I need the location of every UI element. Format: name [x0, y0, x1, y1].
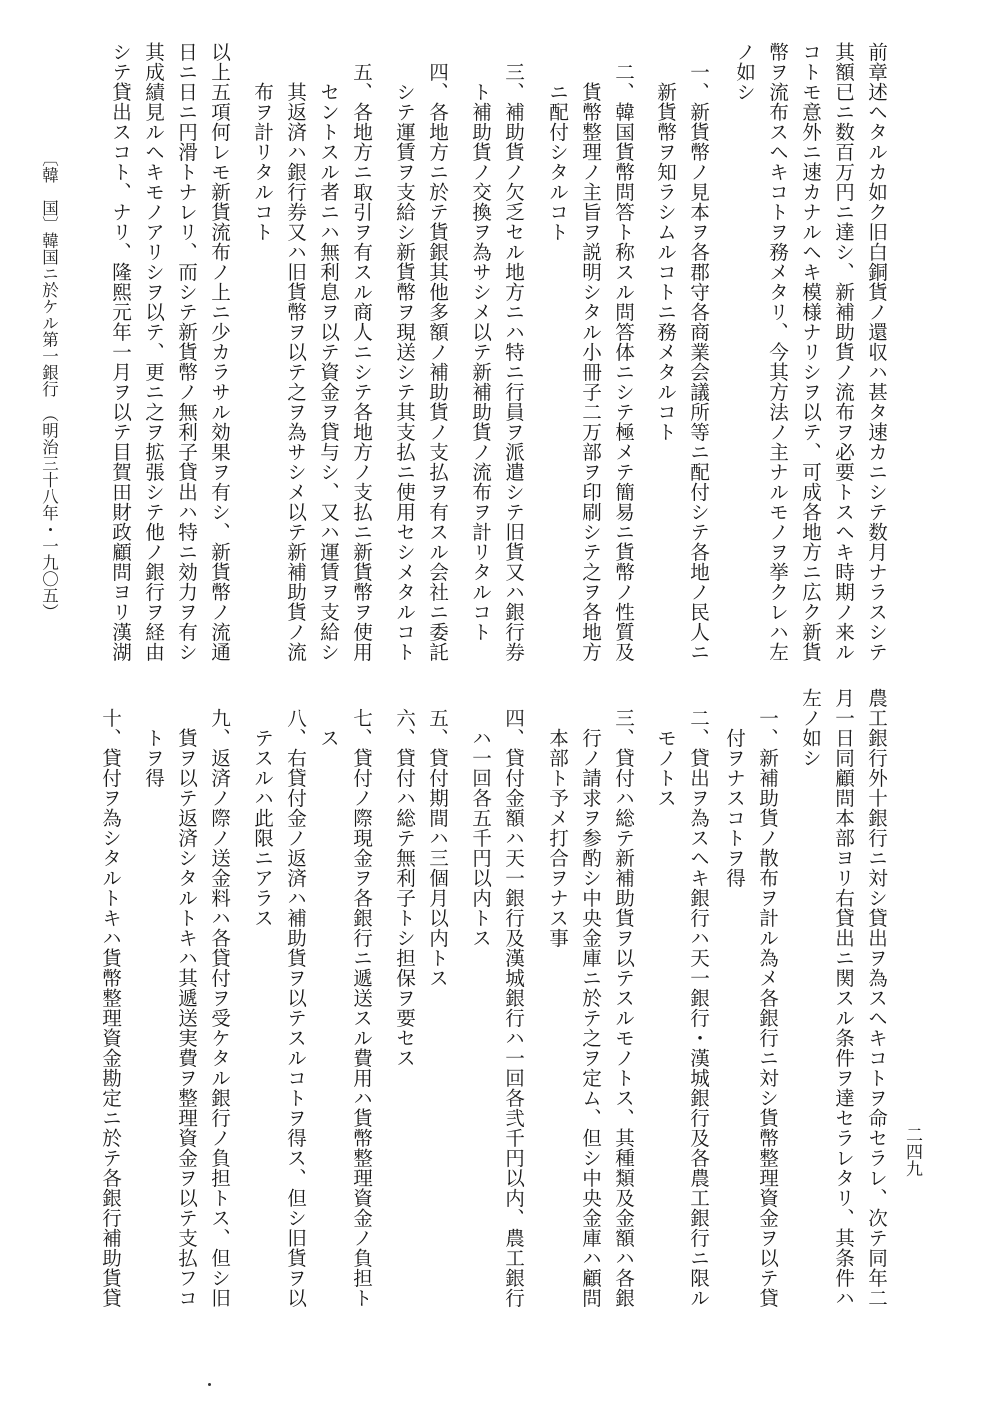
- lower-text-column: テスルハ此限ニアラス: [250, 688, 274, 928]
- upper-text-column: セントスル者ニハ無利息ヲ以テ資金ヲ貸与シ、又ハ運賃ヲ支給シ: [316, 42, 340, 662]
- lower-text-column: 一、新補助貨ノ散布ヲ計ル為メ各銀行ニ対シ貨幣整理資金ヲ以テ貸: [755, 688, 779, 1308]
- upper-text-column: 前章述ヘタルカ如ク旧白銅貨ノ還収ハ甚タ速カニシテ数月ナラスシテ: [864, 42, 888, 662]
- upper-text-column: 四、各地方ニ於テ貨銀其他多額ノ補助貨ノ支払ヲ有スル会社ニ委託: [425, 42, 449, 662]
- upper-text-column: 日ニ日ニ円滑トナレリ、而シテ新貨幣ノ無利子貸出ハ特ニ効力ヲ有シ: [174, 42, 198, 662]
- lower-text-column: 六、貸付ハ総テ無利子トシ担保ヲ要セス: [392, 688, 416, 1068]
- lower-text-column: 十、貸付ヲ為シタルトキハ貨幣整理資金勘定ニ於テ各銀行補助貨貸: [98, 688, 122, 1308]
- running-footer-section: 〔韓 国〕: [39, 150, 59, 233]
- lower-text-column: ハ一回各五千円以内トス: [468, 688, 492, 948]
- upper-text-column: 貨幣整理ノ主旨ヲ説明シタル小冊子二万部ヲ印刷シテ之ヲ各地方: [578, 42, 602, 662]
- upper-text-column: 三、補助貨ノ欠乏セル地方ニハ特ニ行員ヲ派遣シテ旧貨又ハ銀行券: [501, 42, 525, 662]
- lower-text-column: 三、貸付ハ総テ新補助貨ヲ以テスルモノトス、其種類及金額ハ各銀: [611, 688, 635, 1308]
- lower-text-column: モノトス: [653, 688, 677, 808]
- upper-text-column: コトモ意外ニ速カナルヘキ模様ナリシヲ以テ、可成各地方ニ広ク新貨: [798, 42, 822, 662]
- lower-text-column: 貨ヲ以テ返済シタルトキハ其遞送実費ヲ整理資金ヲ以テ支払フコ: [174, 688, 198, 1308]
- lower-text-column: 二、貸出ヲ為スヘキ銀行ハ天一銀行・漢城銀行及各農工銀行ニ限ル: [686, 688, 710, 1308]
- lower-text-column: 五、貸付期間ハ三個月以内トス: [425, 688, 449, 988]
- upper-text-column: ト補助貨ノ交換ヲ為サシメ以テ新補助貨ノ流布ヲ計リタルコト: [468, 42, 492, 642]
- upper-text-column: 五、各地方ニ取引ヲ有スル商人ニシテ各地方ノ支払ニ新貨幣ヲ使用: [349, 42, 373, 662]
- upper-text-column: 一、新貨幣ノ見本ヲ各郡守各商業会議所等ニ配付シテ各地ノ民人ニ: [686, 42, 710, 662]
- lower-text-column: 左ノ如シ: [798, 688, 822, 768]
- lower-text-column: 八、右貸付金ノ返済ハ補助貨ヲ以テスルコトヲ得ス、但シ旧貨ヲ以: [283, 688, 307, 1308]
- upper-text-column: 二、韓国貨幣問答ト称スル問答体ニシテ極メテ簡易ニ貨幣ノ性質及: [611, 42, 635, 662]
- upper-text-column: 其返済ハ銀行券又ハ旧貨幣ヲ以テ之ヲ為サシメ以テ新補助貨ノ流: [283, 42, 307, 662]
- lower-text-column: 月一日同顧問本部ヨリ右貸出ニ関スル条件ヲ達セラレタリ、其条件ハ: [831, 688, 855, 1308]
- lower-text-column: 行ノ請求ヲ参酌シ中央金庫ニ於テ之ヲ定ム、但シ中央金庫ハ顧問: [578, 688, 602, 1308]
- upper-text-column: 其成績見ルヘキモノアリシヲ以テ、更ニ之ヲ拡張シテ他ノ銀行ヲ経由: [141, 42, 165, 662]
- upper-text-column: ニ配付シタルコト: [545, 42, 569, 242]
- upper-text-column: 其額已ニ数百万円ニ達シ、新補助貨ノ流布ヲ必要トスヘキ時期ノ来ル: [831, 42, 855, 662]
- lower-text-column: 四、貸付金額ハ天一銀行及漢城銀行ハ一回各弐千円以内、農工銀行: [501, 688, 525, 1308]
- lower-text-column: 付ヲナスコトヲ得: [722, 688, 746, 888]
- lower-text-column: 農工銀行外十銀行ニ対シ貸出ヲ為スヘキコトヲ命セラレ、次テ同年二: [864, 688, 888, 1308]
- upper-text-column: 以上五項何レモ新貨流布ノ上ニ少カラサル効果ヲ有シ、新貨幣ノ流通: [207, 42, 231, 662]
- lower-text-column: 七、貸付ノ際現金ヲ各銀行ニ遞送スル費用ハ貨幣整理資金ノ負担ト: [349, 688, 373, 1308]
- page-mark: [208, 1383, 211, 1386]
- upper-text-column: 幣ヲ流布スヘキコトヲ務メタリ、今其方法ノ主ナルモノヲ挙クレハ左: [765, 42, 789, 662]
- lower-text-column: 九、返済ノ際ノ送金料ハ各貸付ヲ受ケタル銀行ノ負担トス、但シ旧: [207, 688, 231, 1308]
- upper-text-column: 布ヲ計リタルコト: [250, 42, 274, 242]
- upper-text-column: 新貨幣ヲ知ラシムルコトニ務メタルコト: [653, 42, 677, 442]
- running-footer-title: 韓国ニ於ケル第一銀行 （明治三十八年・一九〇五）: [39, 232, 59, 620]
- page-number: 二四九: [902, 1126, 922, 1177]
- upper-text-column: シテ貸出スコト、ナリ、隆熙元年一月ヲ以テ目賀田財政顧問ヨリ漢湖: [108, 42, 132, 662]
- upper-text-column: ノ如シ: [732, 42, 756, 102]
- lower-text-column: ス: [316, 688, 340, 748]
- upper-text-column: シテ運賃ヲ支給シ新貨幣ヲ現送シテ其支払ニ使用セシメタルコト: [392, 42, 416, 662]
- lower-text-column: 本部ト予メ打合ヲナス事: [545, 688, 569, 948]
- lower-text-column: トヲ得: [141, 688, 165, 788]
